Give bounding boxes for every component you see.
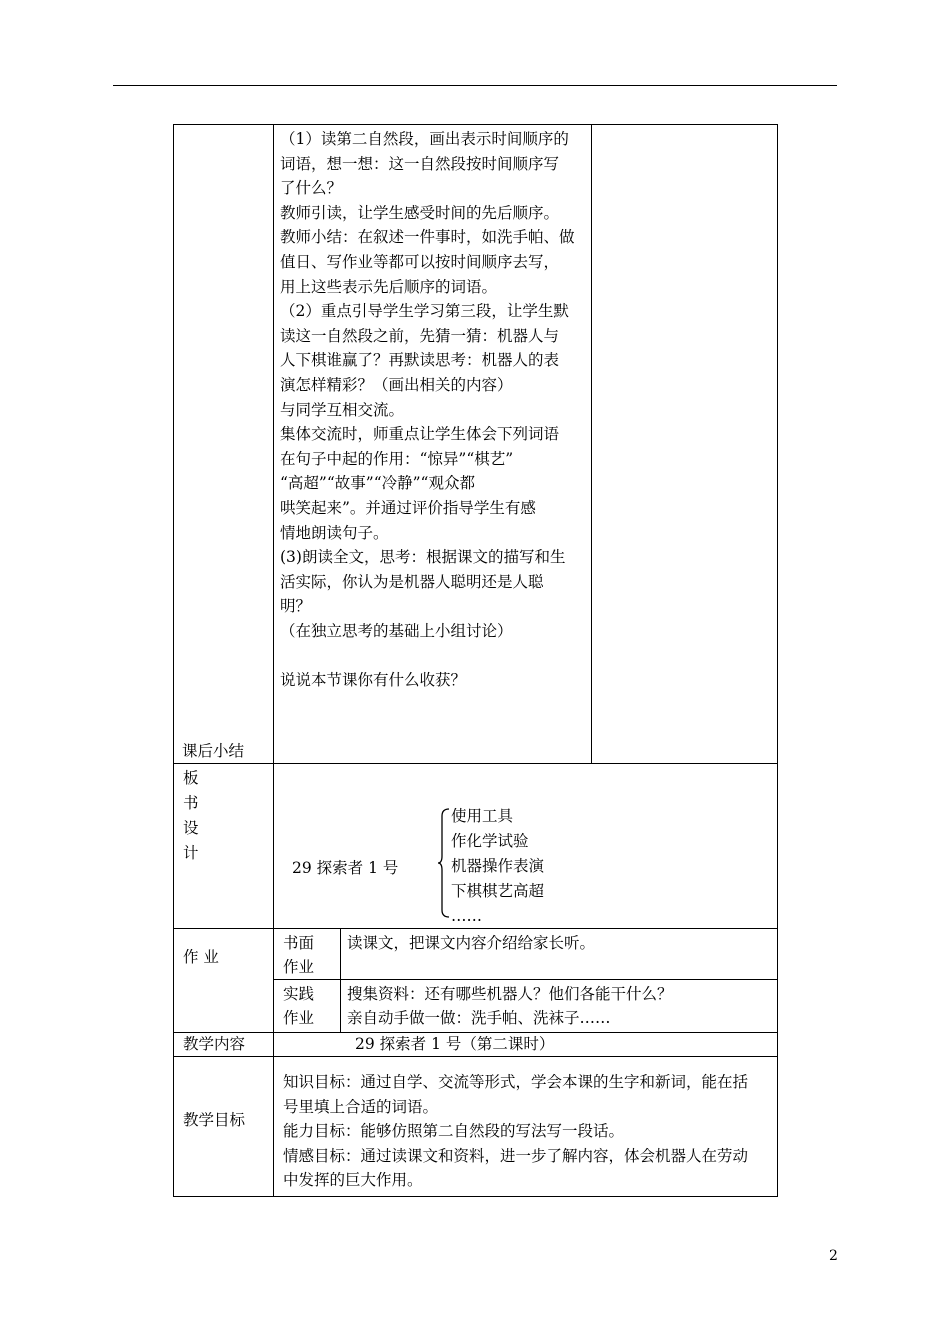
practice-homework-text: 搜集资料：还有哪些机器人？他们各能干什么？ [347,985,673,1003]
procedure-line: (3)朗读全文，思考：根据课文的描写和生 [280,548,566,567]
written-homework-cell [341,929,778,980]
written-homework-label: 书面 [283,934,315,952]
content-value: 29 探索者 1 号（第二课时） [355,1035,555,1053]
board-item: 机器操作表演 [451,857,545,875]
page-number: 2 [829,1248,838,1264]
homework-label-cell [174,929,274,1033]
practice-homework-label: 作业 [283,1009,315,1027]
procedure-line: （1）读第二自然段，画出表示时间顺序的 [280,130,569,148]
content-label-cell [174,1033,274,1057]
board-item: 使用工具 [451,807,514,825]
homework-label: 作 业 [183,948,219,966]
board-row [174,764,778,929]
objective-line: 号里填上合适的词语。 [283,1097,439,1116]
homework-written-row [174,929,778,980]
objective-line: 中发挥的巨大作用。 [283,1171,423,1190]
lesson-plan-table [173,124,778,1197]
procedure-line: 集体交流时，师重点让学生体会下列词语 [280,425,560,444]
written-homework-text: 读课文，把课文内容介绍给家长听。 [347,934,596,952]
procedure-line: 教师引读，让学生感受时间的先后顺序。 [280,203,560,222]
objective-line: 知识目标：通过自学、交流等形式，学会本课的生字和新词，能在括 [283,1073,749,1091]
objectives-label-cell [174,1057,274,1197]
procedure-line: 教师小结：在叙述一件事时，如洗手帕、做 [280,228,575,247]
practice-homework-cell [341,980,778,1033]
board-label-char: 计 [183,844,199,862]
objective-line: 情感目标：通过读课文和资料，进一步了解内容，体会机器人在劳动 [283,1146,749,1165]
practice-homework-label-cell [274,980,341,1033]
procedure-row [174,125,778,764]
board-label-char: 板 [183,769,199,787]
board-label-char: 设 [183,819,199,837]
notes-cell [592,125,778,764]
objectives-cell [274,1057,778,1197]
content-row [174,1033,778,1057]
procedure-line: 用上这些表示先后顺序的词语。 [280,277,498,296]
content-label: 教学内容 [183,1035,246,1053]
header-rule [113,85,837,86]
board-item: 下棋棋艺高超 [451,882,545,900]
procedure-line: 明？ [280,597,312,616]
procedure-line: （在独立思考的基础上小组讨论） [280,621,513,640]
objectives-label: 教学目标 [183,1111,246,1129]
written-homework-label: 作业 [283,958,315,976]
summary-label: 课后小结 [182,742,245,760]
procedure-line: “高超”“故事”“冷静”“观众都 [280,474,475,493]
written-homework-label-cell [274,929,341,980]
procedure-line: 情地朗读句子。 [280,523,389,542]
board-title: 29 探索者 1 号 [292,859,399,877]
board-design-cell [274,764,778,929]
procedure-line: 活实际，你认为是机器人聪明还是人聪 [280,572,544,591]
procedure-line: 读这一自然段之前，先猜一猜：机器人与 [280,326,560,345]
board-label-char: 书 [183,794,199,812]
objectives-row [174,1057,778,1197]
procedure-line: 了什么？ [280,179,343,198]
procedure-line: 在句子中起的作用：“惊异”“棋艺” [280,449,514,468]
content-value-cell [274,1033,778,1057]
curly-brace-icon [438,808,450,918]
practice-homework-label: 实践 [283,985,315,1003]
procedure-line: 人下棋谁赢了？再默读思考：机器人的表 [280,351,560,370]
objective-line: 能力目标：能够仿照第二自然段的写法写一段话。 [283,1122,625,1141]
procedure-line: 与同学互相交流。 [280,400,405,419]
procedure-line: （2）重点引导学生学习第三段，让学生默 [280,302,569,321]
board-item: …… [451,907,482,925]
board-item: 作化学试验 [451,832,529,850]
procedure-line: 哄笑起来”。并通过评价指导学生有感 [280,498,536,517]
summary-label-cell [174,125,274,764]
procedure-line: 词语，想一想：这一自然段按时间顺序写 [280,154,560,173]
board-label-cell [174,764,274,929]
practice-homework-text: 亲自动手做一做：洗手帕、洗袜子…… [347,1009,611,1027]
procedure-line: 演怎样精彩？（画出相关的内容） [280,375,513,394]
procedure-cell [274,125,592,764]
summary-text: 说说本节课你有什么收获？ [280,671,467,690]
procedure-line: 值日、写作业等都可以按时间顺序去写， [280,252,560,271]
